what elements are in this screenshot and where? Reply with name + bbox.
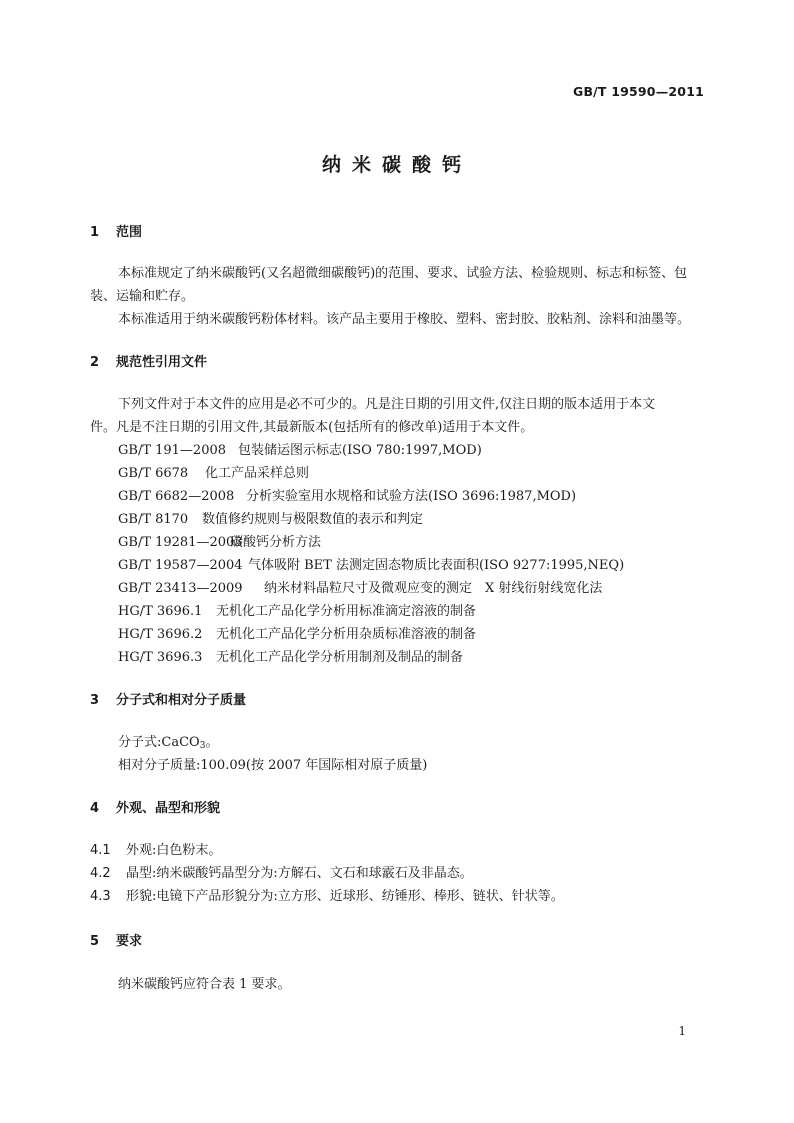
reference-item: [118, 577, 602, 596]
section-title: 规范性引用文件: [116, 355, 208, 370]
reference-title: 包装储运图示标志(ISO 780:1997,MOD): [238, 443, 482, 458]
reference-code: GB/T 23413—2009: [118, 581, 243, 596]
reference-code: HG/T 3696.3: [118, 650, 203, 665]
section-1-heading: [90, 221, 142, 240]
reference-title: 气体吸附 BET 法测定固态物质比表面积(ISO 9277:1995,NEQ): [248, 558, 625, 573]
section-title: 外观、晶型和形貌: [116, 801, 221, 816]
document-title: 纳米碳酸钙: [321, 154, 472, 176]
reference-item: [118, 623, 476, 642]
reference-code: GB/T 19281—2003: [118, 535, 243, 550]
references-intro-line-1: 下列文件对于本文件的应用是必不可少的。凡是注日期的引用文件,仅注日期的版本适用于本文: [118, 397, 656, 412]
section-2-heading: [90, 351, 207, 370]
section-number: 3: [90, 693, 100, 708]
scope-paragraph-1-line-1: 本标准规定了纳米碳酸钙(又名超微细碳酸钙)的范围、要求、试验方法、检验规则、标志和标签、包: [118, 266, 688, 281]
reference-item: [118, 554, 624, 573]
reference-code: HG/T 3696.2: [118, 627, 203, 642]
formula-subscript: 3: [199, 741, 206, 751]
reference-item: [118, 439, 482, 458]
subclause-4-3: [90, 885, 564, 904]
section-4-heading: [90, 797, 220, 816]
reference-title: 纳米材料晶粒尺寸及微观应变的测定 X 射线衍射线宽化法: [264, 581, 603, 596]
section-3-heading: [90, 689, 246, 708]
subclause-text: 外观:白色粉末。: [126, 843, 222, 858]
subclause-number: 4.3: [90, 889, 111, 904]
references-intro-line-2: 件。凡是不注日期的引用文件,其最新版本(包括所有的修改单)适用于本文件。: [90, 420, 534, 435]
standard-code: GB/T 19590—2011: [572, 84, 704, 99]
reference-item: [118, 462, 309, 481]
formula-end: 。: [205, 735, 219, 750]
reference-item: [118, 600, 476, 619]
formula-label: 分子式:: [118, 735, 162, 750]
reference-item: [118, 485, 576, 504]
section-number: 5: [90, 934, 100, 949]
section-title: 范围: [116, 225, 143, 240]
section-number: 1: [90, 225, 100, 240]
reference-code: GB/T 191—2008: [118, 443, 227, 458]
relative-molecular-mass: 相对分子质量:100.09(按 2007 年国际相对原子质量): [118, 758, 428, 773]
subclause-text: 形貌:电镜下产品形貌分为:立方形、近球形、纺锤形、棒形、链状、针状等。: [126, 889, 564, 904]
subclause-text: 晶型:纳米碳酸钙晶型分为:方解石、文石和球霰石及非晶态。: [126, 866, 473, 881]
reference-code: HG/T 3696.1: [118, 604, 203, 619]
subclause-number: 4.1: [90, 843, 111, 858]
reference-title: 化工产品采样总则: [205, 466, 310, 481]
reference-title: 数值修约规则与极限数值的表示和判定: [202, 512, 424, 527]
reference-code: GB/T 8170: [118, 512, 189, 527]
subclause-number: 4.2: [90, 866, 111, 881]
subclause-4-2: [90, 862, 473, 881]
scope-paragraph-1-line-2: 装、运输和贮存。: [90, 289, 195, 304]
page-number: 1: [678, 1024, 686, 1038]
molecular-formula: [118, 731, 218, 751]
scope-paragraph-2: 本标准适用于纳米碳酸钙粉体材料。该产品主要用于橡胶、塑料、密封胶、胶粘剂、涂料和油墨等。: [118, 312, 691, 327]
reference-title: 碳酸钙分析方法: [230, 535, 322, 550]
section-title: 要求: [116, 934, 143, 949]
reference-item: [118, 531, 321, 550]
subclause-4-1: [90, 839, 221, 858]
reference-code: GB/T 19587—2004: [118, 558, 243, 573]
requirements-paragraph: 纳米碳酸钙应符合表 1 要求。: [118, 977, 291, 992]
reference-code: GB/T 6682—2008: [118, 489, 235, 504]
formula-base: CaCO: [161, 735, 200, 750]
reference-title: 无机化工产品化学分析用制剂及制品的制备: [216, 650, 464, 665]
reference-title: 无机化工产品化学分析用标准滴定溶液的制备: [216, 604, 477, 619]
reference-title: 分析实验室用水规格和试验方法(ISO 3696:1987,MOD): [246, 489, 577, 504]
reference-title: 无机化工产品化学分析用杂质标准溶液的制备: [216, 627, 477, 642]
section-5-heading: [90, 930, 142, 949]
reference-item: [118, 508, 423, 527]
reference-code: GB/T 6678: [118, 466, 189, 481]
reference-item: [118, 646, 463, 665]
section-number: 4: [90, 801, 100, 816]
section-title: 分子式和相对分子质量: [116, 693, 247, 708]
section-number: 2: [90, 355, 100, 370]
